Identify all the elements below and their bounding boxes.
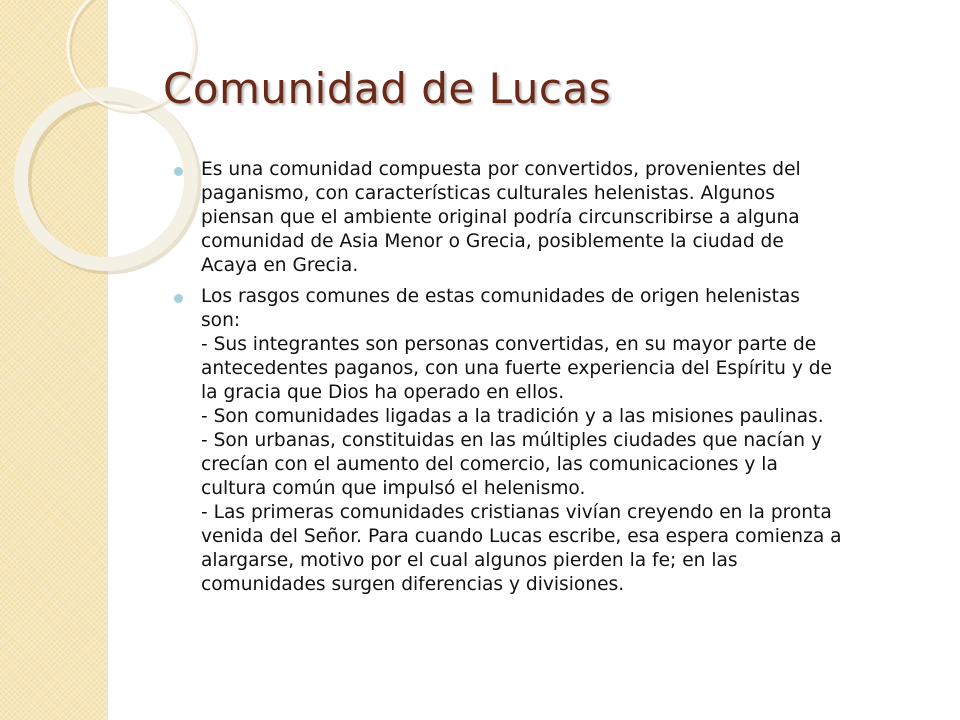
decorative-side-strip <box>0 0 106 720</box>
bullet-line: antecedentes paganos, con una fuerte experiencia del Espíritu y de <box>201 358 832 379</box>
bullet-line: comunidad de Asia Menor o Grecia, posiblemente la ciudad de <box>201 231 784 252</box>
bullet-item-2 <box>168 285 934 597</box>
bullet-line: son: <box>201 310 241 331</box>
bullet-line: - Son urbanas, constituidas en las múltiples ciudades que nacían y <box>201 430 822 451</box>
bullet-line: - Sus integrantes son personas convertidas, en su mayor parte de <box>201 334 817 355</box>
bullet-line: - Son comunidades ligadas a la tradición y a las misiones paulinas. <box>201 406 824 427</box>
bullet-line: Es una comunidad compuesta por convertidos, provenientes del <box>201 159 801 180</box>
bullet-list <box>168 158 934 604</box>
bullet-line: la gracia que Dios ha operado en ellos. <box>201 382 565 403</box>
bullet-line: crecían con el aumento del comercio, las comunicaciones y la <box>201 454 778 475</box>
slide-title: Comunidad de Lucas <box>163 64 612 113</box>
bullet-line: venida del Señor. Para cuando Lucas escribe, esa espera comienza a <box>201 526 842 547</box>
bullet-line: - Las primeras comunidades cristianas vivían creyendo en la pronta <box>201 502 832 523</box>
bullet-line: paganismo, con características culturales helenistas. Algunos <box>201 183 775 204</box>
bullet-dot-icon <box>174 167 183 176</box>
bullet-item-1 <box>168 158 934 278</box>
bullet-line: cultura común que impulsó el helenismo. <box>201 478 586 499</box>
bullet-dot-icon <box>174 294 183 303</box>
bullet-line: Acaya en Grecia. <box>201 255 359 276</box>
bullet-line: comunidades surgen diferencias y divisiones. <box>201 574 625 595</box>
bullet-line: Los rasgos comunes de estas comunidades de origen helenistas <box>201 286 800 307</box>
bullet-line: alargarse, motivo por el cual algunos pierden la fe; en las <box>201 550 738 571</box>
bullet-line: piensan que el ambiente original podría circunscribirse a alguna <box>201 207 800 228</box>
side-strip-edge <box>106 0 108 720</box>
